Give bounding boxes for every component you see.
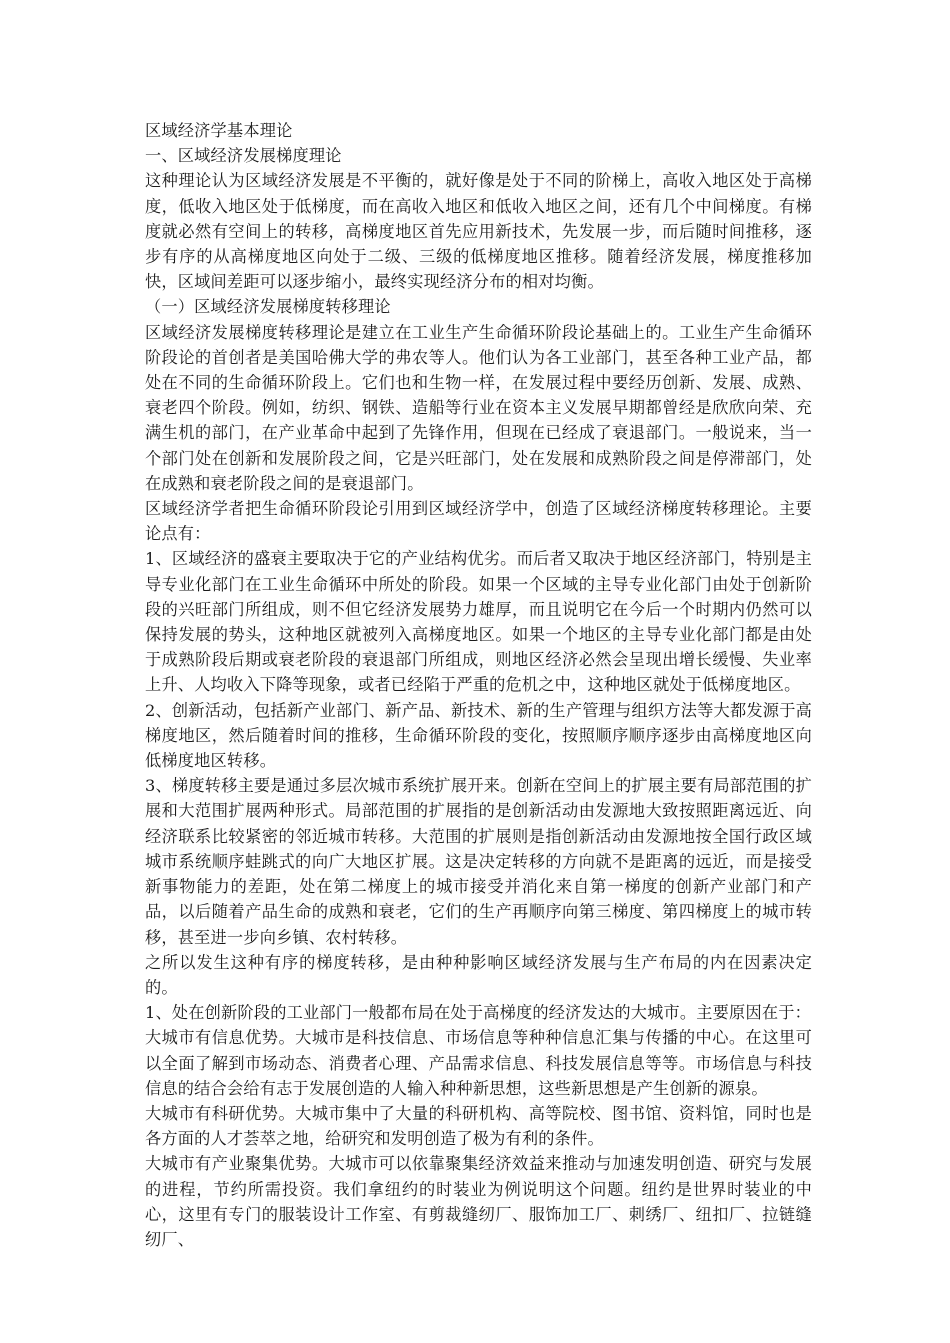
paragraph: 区域经济发展梯度转移理论是建立在工业生产生命循环阶段论基础上的。工业生产生命循环阶段论的首创者是美国哈佛大学的弗农等人。他们认为各工业部门，甚至各种工业产品，都处在不同的生命循环阶段上。它们也和生物一样，在发展过程中要经历创新、发展、成熟、衰老四个阶段。例如，纺织、钢铁、造船等行业在资本主义发展早期都曾经是欣欣向荣、充满生机的部门，在产业革命中起到了先锋作用，但现在已经成了衰退部门。一般说来，当一个部门处在创新和发展阶段之间，它是兴旺部门，处在发展和成熟阶段之间是停滞部门，处在成熟和衰老阶段之间的是衰退部门。: [145, 322, 812, 493]
paragraph: 大城市有产业聚集优势。大城市可以依靠聚集经济效益来推动与加速发明创造、研究与发展的进程，节约所需投资。我们拿纽约的时装业为例说明这个问题。纽约是世界时装业的中心，这里有专门的服装设计工作室、有剪裁缝纫厂、服饰加工厂、刺绣厂、纽扣厂、拉链缝纫厂、: [145, 1154, 812, 1249]
paragraph: 这种理论认为区域经济发展是不平衡的，就好像是处于不同的阶梯上，高收入地区处于高梯度，低收入地区处于低梯度，而在高收入地区和低收入地区之间，还有几个中间梯度。有梯度就必然有空间上的转移，高梯度地区首先应用新技术，先发展一步，而后随时间推移，逐步有序的从高梯度地区向处于二级、三级的低梯度地区推移。随着经济发展，梯度推移加快，区域间差距可以逐步缩小，最终实现经济分布的相对均衡。: [145, 171, 812, 292]
subsection-heading: （一）区域经济发展梯度转移理论: [145, 297, 391, 317]
paragraph: 3、梯度转移主要是通过多层次城市系统扩展开来。创新在空间上的扩展主要有局部范围的扩展和大范围扩展两种形式。局部范围的扩展指的是创新活动由发源地大致按照距离远近、向经济联系比较紧密的邻近城市转移。大范围的扩展则是指创新活动由发源地按全国行政区域城市系统顺序蛙跳式的向广大地区扩展。这是决定转移的方向就不是距离的远近，而是接受新事物能力的差距，处在第二梯度上的城市接受并消化来自第一梯度的创新产业部门和产品，以后随着产品生命的成熟和衰老，它们的生产再顺序向第三梯度、第四梯度上的城市转移，甚至进一步向乡镇、农村转移。: [145, 776, 812, 947]
paragraph: 区域经济学者把生命循环阶段论引用到区域经济学中，创造了区域经济梯度转移理论。主要论点有：: [145, 499, 812, 544]
section-heading: 一、区域经济发展梯度理论: [145, 146, 342, 166]
paragraph: 1、区域经济的盛衰主要取决于它的产业结构优劣。而后者又取决于地区经济部门，特别是主导专业化部门在工业生命循环中所处的阶段。如果一个区域的主导专业化部门由处于创新阶段的兴旺部门所组成，则不但它经济发展势力雄厚，而且说明它在今后一个时期内仍然可以保持发展的势头，这种地区就被列入高梯度地区。如果一个地区的主导专业化部门都是由处于成熟阶段后期或衰老阶段的衰退部门所组成，则地区经济必然会呈现出增长缓慢、失业率上升、人均收入下降等现象，或者已经陷于严重的危机之中，这种地区就处于低梯度地区。: [145, 549, 812, 695]
paragraph: 1、处在创新阶段的工业部门一般都布局在处于高梯度的经济发达的大城市。主要原因在于：: [145, 1003, 811, 1023]
paragraph: 之所以发生这种有序的梯度转移，是由种种影响区域经济发展与生产布局的内在因素决定的。: [145, 952, 812, 997]
document-body: [145, 118, 812, 1252]
paragraph: 2、创新活动，包括新产业部门、新产品、新技术、新的生产管理与组织方法等大都发源于高梯度地区，然后随着时间的推移，生命循环阶段的变化，按照顺序顺序逐步由高梯度地区向低梯度地区转移。: [145, 700, 812, 771]
paragraph: 大城市有科研优势。大城市集中了大量的科研机构、高等院校、图书馆、资料馆，同时也是各方面的人才荟萃之地，给研究和发明创造了极为有利的条件。: [145, 1103, 812, 1149]
paragraph: 大城市有信息优势。大城市是科技信息、市场信息等种种信息汇集与传播的中心。在这里可以全面了解到市场动态、消费者心理、产品需求信息、科技发展信息等等。市场信息与科技信息的结合会给有志于发展创造的人输入种种新思想，这些新思想是产生创新的源泉。: [145, 1028, 812, 1098]
document-title: 区域经济学基本理论: [145, 121, 293, 140]
